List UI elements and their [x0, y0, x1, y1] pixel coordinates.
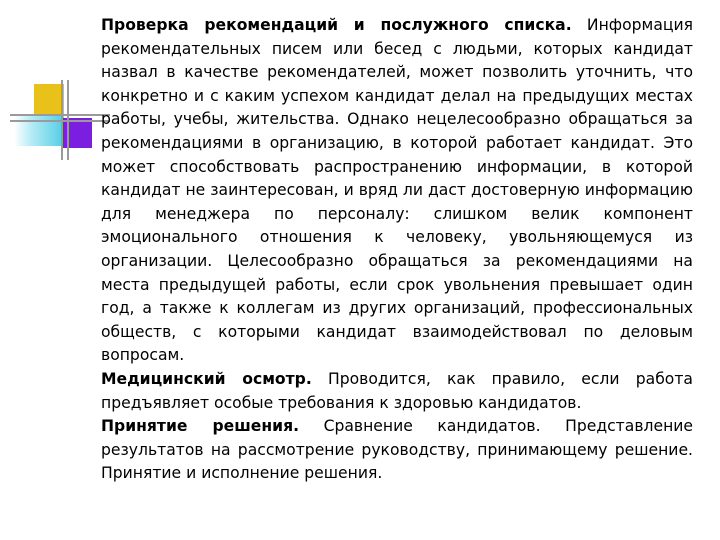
paragraph-text: Сравнение кандидатов. Представление результатов на рассмотрение руководству, принимающему решение. Принятие и исполнение решения. — [101, 417, 693, 483]
paragraph-decision — [101, 415, 693, 486]
paragraph-medical-exam — [101, 368, 693, 415]
horizontal-line — [10, 120, 110, 122]
paragraph-heading: Проверка рекомендаций и послужного списка. — [101, 16, 572, 34]
paragraph-heading: Медицинский осмотр. — [101, 369, 312, 388]
paragraph-text: Проводится, как правило, если работа предъявляет особые требования к здоровью кандидатов. — [101, 369, 693, 412]
slide-body-text — [101, 14, 693, 486]
horizontal-line — [10, 114, 110, 116]
paragraph-heading: Принятие решения. — [101, 417, 300, 436]
paragraph-references-check — [101, 14, 693, 368]
paragraph-text: Информация рекомендательных писем или бесед с людьми, которых кандидат назвал в качестве рекомендателей, может позволить уточнить, что конкретно и с каким успехом кандидат делал на предыдущих местах работы, учебы, жительства. Однако нецелесообразно обращаться за рекомендациями в организацию, в которой работает кандидат. Это может способствовать распространению информации, в которой кандидат не заинтересован, и вряд ли даст достоверную информацию для менеджера по персоналу: слишком велик компонент эмоционального отношения к человеку, увольняющемуся из организации. Целесообразно обращаться за рекомендациями на места предыдущей работы, если срок увольнения превышает один год, а также к коллегам из других организаций, профессиональных обществ, с которыми кандидат взаимодействовал по деловым вопросам. — [101, 16, 693, 365]
